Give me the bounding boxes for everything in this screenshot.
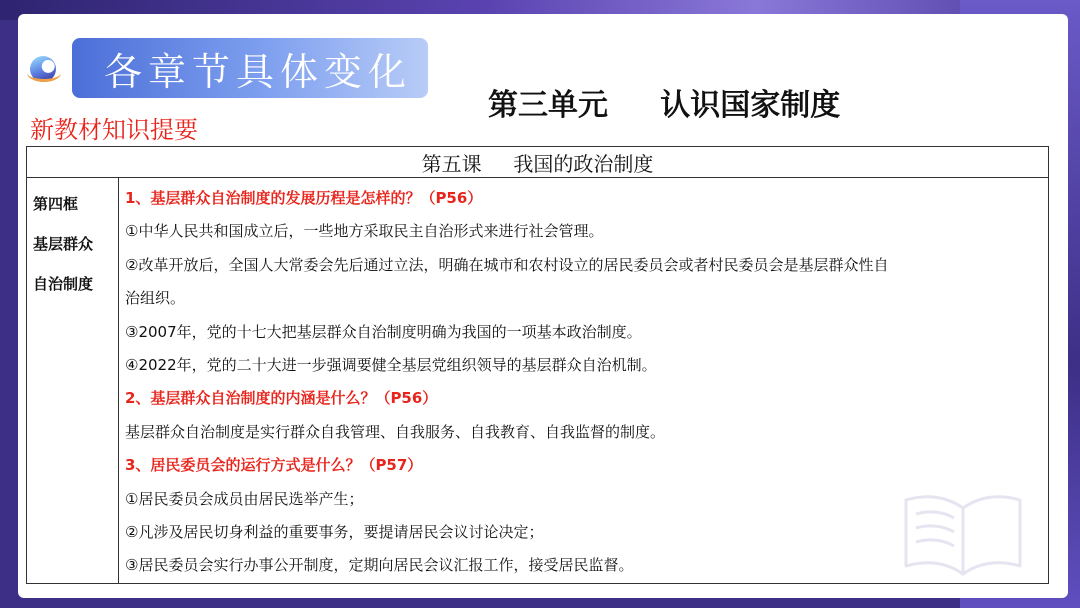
frame-label-cell [27,178,119,584]
frame-label-line: 第四框 [33,195,79,213]
frame-label-line: 自治制度 [33,275,94,293]
banner-title: 各章节具体变化 [104,49,413,94]
content-line: 治组织。 [125,289,186,308]
content-line: ②凡涉及居民切身利益的重要事务，要提请居民会议讨论决定； [125,523,544,542]
content-line: 基层群众自治制度是实行群众自我管理、自我服务、自我教育、自我监督的制度。 [125,422,666,441]
content-line: ①中华人民共和国成立后，一些地方采取民主自治形式来进行社会管理。 [125,222,604,241]
content-line: ③2007年，党的十七大把基层群众自治制度明确为我国的一项基本政治制度。 [125,322,642,341]
planet-icon [30,56,56,82]
content-line: ②改革开放后，全国人大常委会先后通过立法，明确在城市和农村设立的居民委员会或者村民委员会是基层群众性自 [125,255,889,274]
knowledge-table [26,146,1049,584]
content-line: ①居民委员会成员由居民选举产生； [125,489,364,508]
unit-title: 第三单元 认识国家制度 [488,88,841,123]
open-book-icon [898,478,1028,578]
question-heading: 1、基层群众自治制度的发展历程是怎样的？（P56） [125,189,483,207]
subtitle: 新教材知识提要 [30,116,198,144]
content-line: ④2022年，党的二十大进一步强调要健全基层党组织领导的基层群众自治机制。 [125,356,657,375]
frame-label-line: 基层群众 [33,235,94,253]
question-heading: 3、居民委员会的运行方式是什么？（P57） [125,456,423,475]
title-banner [72,38,428,98]
question-heading: 2、基层群众自治制度的内涵是什么？（P56） [125,389,438,408]
lesson-header: 第五课 我国的政治制度 [27,147,1049,178]
content-line: ③居民委员会实行办事公开制度，定期向居民会议汇报工作，接受居民监督。 [125,556,634,575]
